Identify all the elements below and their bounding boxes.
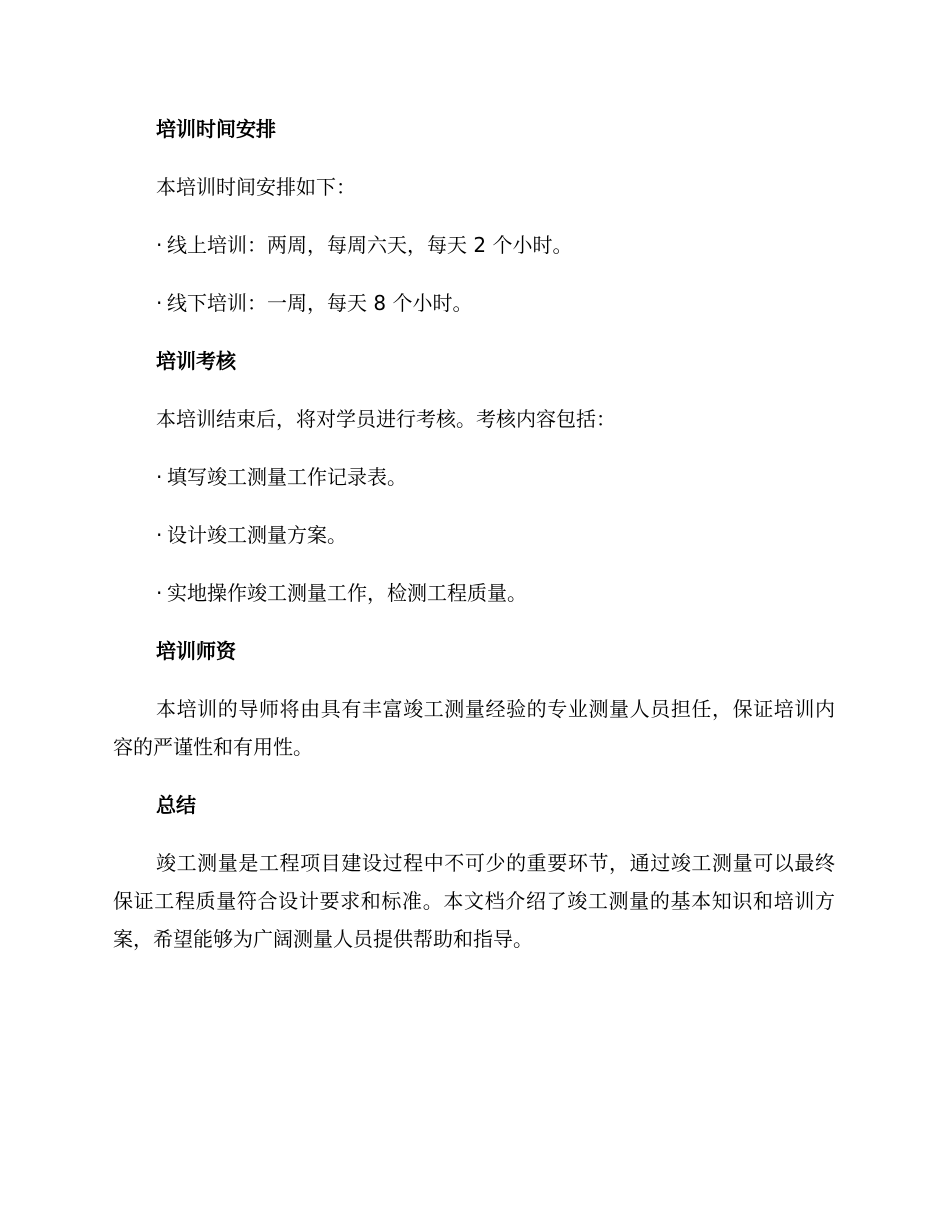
- bullet-marker: ·: [156, 581, 163, 605]
- bullet-text: 线上培训：两周，每周六天，每天 2 个小时。: [167, 233, 573, 257]
- bullet-item-online: [113, 226, 835, 264]
- bullet-marker: ·: [156, 465, 163, 489]
- document-body: [113, 110, 835, 978]
- summary-paragraph: 竣工测量是工程项目建设过程中不可少的重要环节，通过竣工测量可以最终保证工程质量符合设计要求和标准。本文档介绍了竣工测量的基本知识和培训方案，希望能够为广阔测量人员提供帮助和指导。: [113, 851, 835, 951]
- bullet-text: 线下培训：一周，每天 8 个小时。: [167, 291, 473, 315]
- bullet-text: 设计竣工测量方案。: [167, 523, 347, 547]
- assessment-intro: 本培训结束后，将对学员进行考核。考核内容包括：: [156, 407, 616, 431]
- bullet-item-plan: [113, 516, 835, 554]
- bullet-marker: ·: [156, 233, 163, 257]
- bullet-marker: ·: [156, 523, 163, 547]
- section-heading-summary: 总结: [156, 793, 196, 817]
- bullet-text: 填写竣工测量工作记录表。: [167, 465, 407, 489]
- bullet-text: 实地操作竣工测量工作，检测工程质量。: [167, 581, 527, 605]
- instructors-paragraph: 本培训的导师将由具有丰富竣工测量经验的专业测量人员担任，保证培训内容的严谨性和有用性。: [113, 697, 835, 759]
- section-heading-assessment: 培训考核: [156, 349, 236, 373]
- section-heading-instructors: 培训师资: [156, 639, 236, 663]
- bullet-item-fieldwork: [113, 574, 835, 612]
- bullet-item-offline: [113, 284, 835, 322]
- bullet-item-record: [113, 458, 835, 496]
- schedule-intro: 本培训时间安排如下：: [156, 175, 356, 199]
- bullet-marker: ·: [156, 291, 163, 315]
- section-heading-schedule: 培训时间安排: [156, 117, 276, 141]
